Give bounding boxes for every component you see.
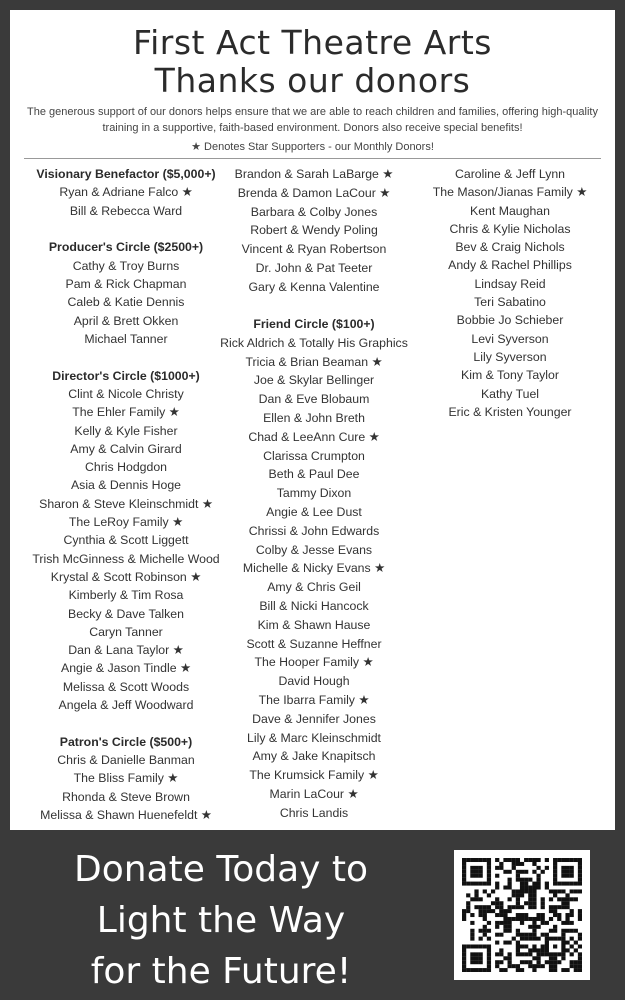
donor-name: Cynthia & Scott Liggett — [63, 533, 189, 548]
page-title: First Act Theatre Arts — [133, 23, 492, 62]
donor-panel — [10, 10, 615, 830]
donor-name: Marin LaCour ★ — [269, 787, 359, 801]
page-subtitle: Thanks our donors — [154, 61, 471, 100]
donor-name: Chris & Danielle Banman — [57, 753, 195, 768]
donor-name: Kim & Tony Taylor — [461, 368, 559, 383]
donor-name: Melissa & Scott Woods — [62, 679, 190, 694]
donor-name: The Bliss Family ★ — [73, 771, 179, 786]
donor-name: Pam & Rick Chapman — [65, 276, 187, 291]
donor-name: Tammy Dixon — [276, 486, 352, 501]
donor-name: Amy & Jake Knapitsch — [252, 749, 376, 764]
donor-name: Lindsay Reid — [474, 276, 546, 291]
donor-name: Chad & LeeAnn Cure ★ — [248, 429, 380, 444]
donor-name: Kent Maughan — [470, 203, 550, 218]
donor-name: The Ehler Family ★ — [72, 405, 180, 420]
cta-line-3: for the Future! — [90, 951, 352, 992]
donor-name: Amy & Calvin Girard — [70, 441, 182, 456]
donor-column-2 — [210, 165, 418, 823]
donor-tier-heading: Visionary Benefactor ($5,000+) — [36, 167, 216, 181]
donor-name: Rhonda & Steve Brown — [62, 789, 190, 804]
donor-name: Tricia & Brian Beaman ★ — [245, 354, 383, 369]
donor-name: Cathy & Troy Burns — [72, 258, 180, 273]
donor-name: Kimberly & Tim Rosa — [68, 588, 184, 603]
donor-name: Brandon & Sarah LaBarge ★ — [234, 167, 394, 181]
donor-name: Melissa & Shawn Huenefeldt ★ — [40, 808, 212, 822]
donor-name: Michael Tanner — [84, 331, 168, 346]
donor-name: Caryn Tanner — [89, 624, 163, 639]
donor-name: Chris & Kylie Nicholas — [449, 221, 571, 236]
donor-name: Bev & Craig Nichols — [455, 240, 565, 255]
donor-name: Beth & Paul Dee — [268, 467, 360, 482]
divider — [24, 158, 601, 159]
cta-line-1: Donate Today to — [73, 849, 369, 890]
donor-tier-heading: Friend Circle ($100+) — [253, 317, 375, 332]
donor-name: Clarissa Crumpton — [263, 448, 365, 463]
donor-name: Gary & Kenna Valentine — [248, 279, 380, 294]
donor-name: David Hough — [278, 674, 350, 689]
donor-name: Dr. John & Pat Teeter — [255, 260, 373, 275]
donate-qr-code[interactable] — [454, 850, 590, 980]
donor-name: Dave & Jennifer Jones — [252, 711, 376, 726]
donor-name: Clint & Nicole Christy — [68, 386, 184, 401]
donor-tier-heading: Director's Circle ($1000+) — [52, 368, 200, 383]
donor-name: Bill & Nicki Hancock — [259, 599, 369, 614]
donor-name: Colby & Jesse Evans — [255, 542, 373, 557]
donor-name: Dan & Lana Taylor ★ — [68, 643, 184, 658]
donor-name: Rick Aldrich & Totally His Graphics — [220, 335, 408, 350]
donor-name: Sharon & Steve Kleinschmidt ★ — [39, 496, 213, 511]
donor-name: Krystal & Scott Robinson ★ — [50, 569, 202, 584]
donor-name: Trish McGinness & Michelle Wood — [32, 551, 220, 566]
donor-name: Ryan & Adriane Falco ★ — [59, 185, 193, 200]
donor-name: The Krumsick Family ★ — [249, 768, 379, 783]
donor-name: Eric & Kristen Younger — [448, 404, 572, 419]
donor-name: Andy & Rachel Phillips — [448, 258, 572, 273]
donor-group — [24, 165, 228, 220]
donor-group — [24, 238, 228, 348]
donor-group — [210, 315, 418, 823]
donor-tier-heading: Producer's Circle ($2500+) — [48, 240, 204, 255]
donor-name: Michelle & Nicky Evans ★ — [242, 561, 386, 576]
donor-name: Bobbie Jo Schieber — [456, 313, 564, 328]
donor-name: Levi Syverson — [471, 331, 549, 346]
donor-name: Chris Landis — [279, 805, 349, 820]
donor-name: Joe & Skylar Bellinger — [253, 373, 375, 388]
donor-name: Kim & Shawn Hause — [257, 617, 371, 632]
donor-group — [24, 367, 228, 715]
intro-text: The generous support of our donors helps ensure that we are able to reach children and families, offering high-quality training in a supportive, faith-based environment. Donors also receive special benefits! — [27, 106, 598, 134]
donor-name: Angie & Lee Dust — [266, 505, 362, 520]
donor-group — [210, 165, 418, 297]
donor-tier-heading: Patron's Circle ($500+) — [59, 734, 193, 749]
donor-name: Barbara & Colby Jones — [250, 204, 378, 219]
donor-name: Angie & Jason Tindle ★ — [61, 661, 191, 676]
donor-name: The LeRoy Family ★ — [68, 515, 184, 530]
donor-name: Dan & Eve Blobaum — [258, 392, 370, 407]
donor-name: April & Brett Okken — [73, 313, 179, 328]
donor-name: The Mason/Jianas Family ★ — [432, 185, 588, 200]
donor-name: Lily & Marc Kleinschmidt — [247, 730, 381, 745]
donor-group — [410, 165, 610, 421]
donor-name: Becky & Dave Talken — [68, 606, 184, 621]
donor-name: Brenda & Damon LaCour ★ — [237, 185, 391, 200]
donor-column-1 — [24, 165, 228, 824]
donor-name: Kathy Tuel — [480, 386, 540, 401]
donor-name: Lily Syverson — [473, 349, 547, 364]
donor-name: Chrissi & John Edwards — [248, 523, 380, 538]
donor-column-3 — [410, 165, 610, 421]
donate-call-to-action — [16, 844, 426, 997]
donor-name: Caleb & Katie Dennis — [67, 295, 185, 310]
donor-name: The Hooper Family ★ — [254, 655, 374, 670]
donor-name: Caroline & Jeff Lynn — [454, 167, 566, 181]
donor-name: Robert & Wendy Poling — [250, 223, 378, 238]
donor-name: Vincent & Ryan Robertson — [241, 242, 387, 257]
donor-name: Teri Sabatino — [474, 295, 546, 310]
donor-group — [24, 733, 228, 824]
donor-name: Chris Hodgdon — [84, 460, 168, 475]
qr-code-icon — [462, 858, 582, 972]
donor-name: Asia & Dennis Hoge — [70, 478, 182, 493]
donor-name: Kelly & Kyle Fisher — [74, 423, 178, 438]
star-legend: ★ Denotes Star Supporters - our Monthly Donors! — [191, 141, 434, 153]
donor-name: Angela & Jeff Woodward — [58, 698, 194, 713]
donor-name: The Ibarra Family ★ — [258, 693, 370, 708]
donor-name: Ellen & John Breth — [263, 411, 365, 426]
donor-name: Bill & Rebecca Ward — [69, 203, 183, 218]
donor-name: Scott & Suzanne Heffner — [246, 636, 382, 651]
donor-name: Amy & Chris Geil — [267, 580, 361, 595]
cta-line-2: Light the Way — [96, 900, 346, 941]
